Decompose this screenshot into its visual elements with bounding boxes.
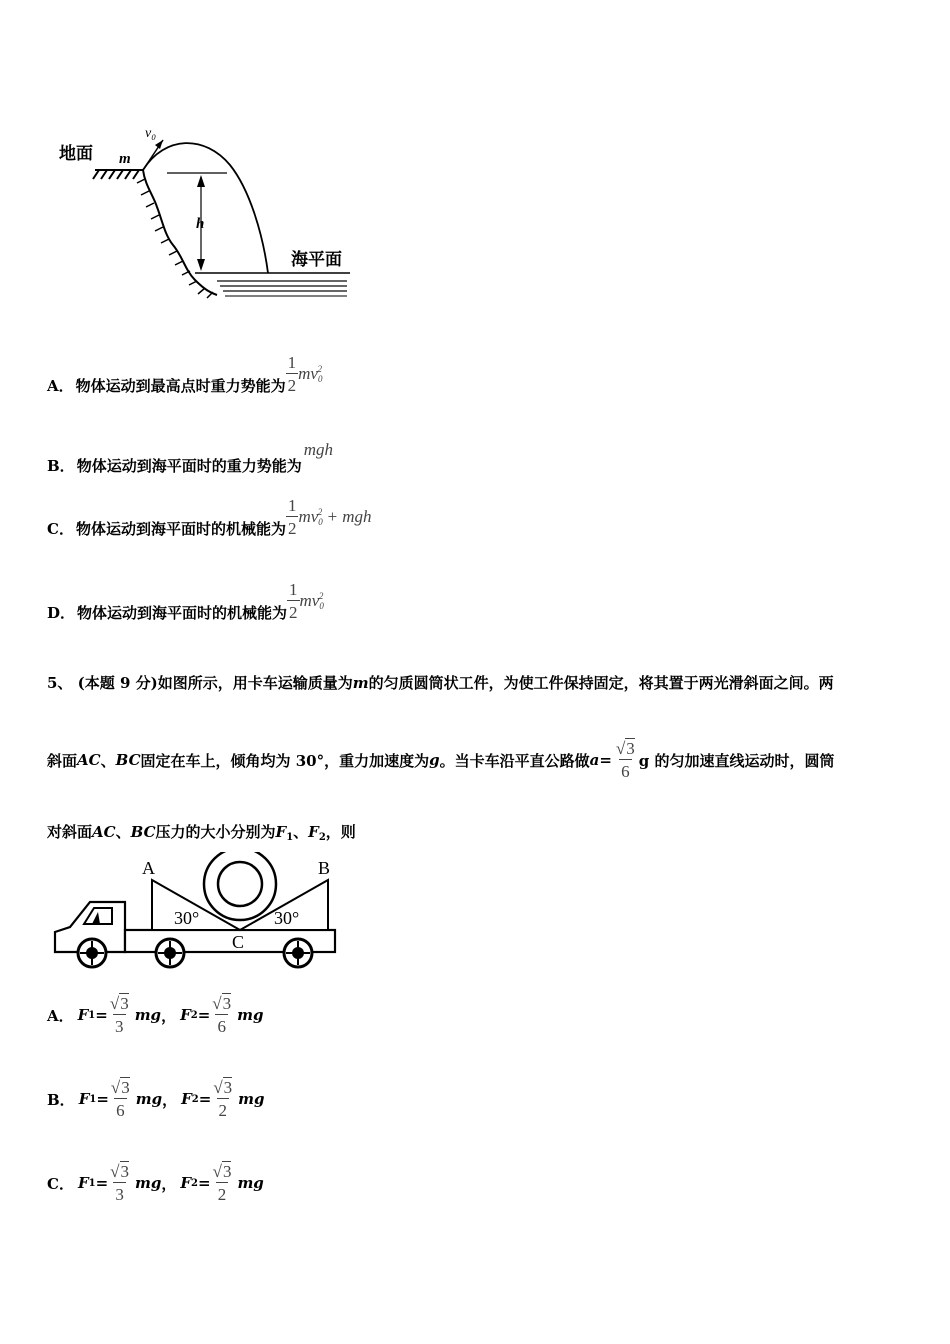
var-ac: AC bbox=[77, 751, 101, 769]
label-c: C bbox=[232, 932, 245, 952]
fraction-numerator: √3 bbox=[213, 1078, 233, 1097]
text: 5、 (本题 9 分)如图所示，用卡车运输质量为 bbox=[47, 674, 353, 692]
option-text: 物体运动到海平面时的重力势能为 bbox=[76, 456, 302, 475]
sea-dots bbox=[217, 280, 347, 297]
mass-label: m bbox=[119, 151, 131, 167]
wheel bbox=[78, 939, 106, 967]
fraction-denominator: 6 bbox=[215, 1014, 228, 1035]
option-letter: A． bbox=[47, 1006, 74, 1025]
comma: ， bbox=[161, 1174, 177, 1193]
option-letter: D． bbox=[47, 603, 76, 622]
var-f2: F bbox=[180, 1006, 191, 1024]
var-bc: BC bbox=[130, 823, 156, 841]
text: 。当卡车沿平直公路做 bbox=[439, 751, 590, 770]
subscript: 1 bbox=[89, 1093, 97, 1105]
var-f1: F bbox=[77, 1006, 89, 1024]
fraction bbox=[286, 497, 299, 537]
fraction-denominator: 6 bbox=[114, 1098, 127, 1119]
option-letter: C． bbox=[47, 1174, 74, 1193]
fraction-numerator: √3 bbox=[109, 994, 129, 1013]
cliff-projectile-figure bbox=[45, 95, 365, 340]
expr-superscript: 2 bbox=[317, 507, 323, 517]
expr-main: mv bbox=[298, 507, 319, 526]
var-a: a bbox=[589, 751, 600, 769]
fraction bbox=[286, 354, 299, 394]
fraction-denominator: 3 bbox=[113, 1014, 126, 1035]
fraction-denominator: 2 bbox=[216, 1182, 229, 1203]
text: g 的匀加速直线运动时，圆筒 bbox=[638, 751, 835, 770]
fraction bbox=[109, 1079, 132, 1119]
q5-option-b[interactable] bbox=[47, 1074, 265, 1124]
text: 固定在车上，倾角均为 30°，重力加速度为 bbox=[140, 751, 430, 770]
fraction bbox=[287, 581, 300, 621]
expr-subscript: 0 bbox=[317, 374, 323, 384]
fraction-numerator: √3 bbox=[212, 994, 232, 1013]
var-f1: F bbox=[275, 823, 287, 841]
expr-superscript: 2 bbox=[317, 364, 322, 374]
fraction-numerator: √3 bbox=[615, 739, 635, 758]
angle-left: 30° bbox=[174, 908, 200, 928]
angle-right: 30° bbox=[274, 908, 300, 928]
mg: mg bbox=[237, 1006, 264, 1024]
text: 、 bbox=[100, 751, 116, 770]
fraction bbox=[108, 995, 131, 1035]
q4-option-c[interactable] bbox=[47, 496, 372, 553]
expr-suffix: + mgh bbox=[322, 507, 372, 526]
sea-label: 海平面 bbox=[291, 250, 342, 270]
fraction bbox=[211, 1163, 234, 1203]
q5-stem-line2 bbox=[47, 735, 835, 785]
option-letter: C． bbox=[47, 519, 74, 538]
fraction-denominator: 2 bbox=[287, 600, 300, 621]
text: 对斜面 bbox=[47, 823, 93, 841]
ground-surface bbox=[93, 170, 143, 179]
q5-stem-line3 bbox=[47, 821, 356, 843]
wheel bbox=[284, 939, 312, 967]
fraction bbox=[211, 1079, 234, 1119]
equals: = bbox=[96, 1090, 109, 1108]
q4-option-b[interactable] bbox=[47, 440, 333, 490]
text: 压力的大小分别为 bbox=[155, 823, 276, 841]
fraction-numerator: 1 bbox=[287, 353, 297, 372]
fraction-numerator: √3 bbox=[212, 1162, 232, 1181]
equals: = bbox=[599, 751, 612, 769]
h-arrow-down bbox=[197, 259, 205, 271]
math-expression: mgh bbox=[303, 440, 333, 459]
q4-option-d[interactable] bbox=[47, 580, 324, 637]
truck-figure bbox=[50, 852, 345, 974]
equals: = bbox=[197, 1006, 211, 1024]
equals: = bbox=[198, 1090, 212, 1108]
mg: mg bbox=[134, 1006, 162, 1024]
fraction-numerator: √3 bbox=[110, 1162, 129, 1181]
fraction-denominator: 2 bbox=[286, 373, 299, 394]
v0-arrowhead bbox=[155, 140, 163, 149]
var-bc: BC bbox=[115, 751, 141, 769]
text: 的匀质圆筒状工件，为使工件保持固定，将其置于两光滑斜面之间。两 bbox=[368, 674, 834, 692]
option-text: 物体运动到海平面时的机械能为 bbox=[77, 603, 288, 622]
expr-subscript: 0 bbox=[319, 601, 324, 611]
comma: ， bbox=[161, 1006, 177, 1025]
subscript: 1 bbox=[88, 1009, 96, 1021]
q5-option-a[interactable] bbox=[47, 990, 264, 1040]
expr-superscript: 2 bbox=[318, 591, 324, 601]
var-f2: F bbox=[180, 1174, 192, 1192]
option-letter: B． bbox=[47, 1090, 75, 1109]
option-text: 物体运动到最高点时重力势能为 bbox=[75, 376, 286, 395]
text: 、 bbox=[293, 823, 309, 841]
text: ，则 bbox=[325, 823, 356, 841]
ground-label: 地面 bbox=[59, 144, 93, 164]
fraction-denominator: 6 bbox=[619, 759, 632, 780]
equals: = bbox=[95, 1174, 109, 1192]
q5-stem-line1 bbox=[47, 672, 834, 693]
subscript: 1 bbox=[88, 1177, 96, 1189]
cliff-hatching bbox=[137, 179, 213, 298]
option-letter: B． bbox=[47, 456, 75, 475]
h-arrow-up bbox=[197, 175, 205, 187]
q5-option-c[interactable] bbox=[47, 1158, 264, 1208]
fraction bbox=[614, 740, 637, 780]
var-f2: F bbox=[181, 1090, 192, 1108]
option-letter: A． bbox=[47, 376, 74, 395]
equals: = bbox=[198, 1174, 211, 1192]
subscript: 1 bbox=[286, 832, 294, 843]
cylinder-inner bbox=[218, 862, 262, 906]
var-f1: F bbox=[77, 1174, 89, 1192]
var-f1: F bbox=[78, 1090, 90, 1108]
q4-option-a[interactable] bbox=[47, 353, 323, 410]
expr-main: mv bbox=[298, 364, 318, 383]
expr-main: mv bbox=[299, 591, 320, 610]
math-expression bbox=[300, 591, 324, 611]
mg: mg bbox=[135, 1090, 163, 1108]
v0-label: v₀ bbox=[145, 126, 157, 141]
fraction-denominator: 2 bbox=[217, 1098, 230, 1119]
var-f2: F bbox=[308, 823, 319, 841]
label-b: B bbox=[318, 858, 331, 878]
expr-subscript: 0 bbox=[318, 517, 323, 527]
fraction bbox=[108, 1163, 131, 1203]
wheel bbox=[156, 939, 184, 967]
mg: mg bbox=[237, 1174, 264, 1192]
equals: = bbox=[95, 1006, 108, 1024]
text: 斜面 bbox=[47, 751, 78, 770]
subscript: 2 bbox=[190, 1009, 198, 1021]
subscript: 2 bbox=[191, 1177, 199, 1189]
var-m: m bbox=[352, 674, 369, 692]
subscript: 2 bbox=[318, 832, 326, 843]
mg: mg bbox=[238, 1090, 265, 1108]
cliff-face bbox=[143, 170, 217, 295]
trajectory bbox=[143, 143, 268, 273]
option-text: 物体运动到海平面时的机械能为 bbox=[75, 519, 286, 538]
label-a: A bbox=[142, 858, 155, 878]
comma: ， bbox=[162, 1090, 178, 1109]
subscript: 2 bbox=[191, 1093, 199, 1105]
fraction-denominator: 2 bbox=[286, 516, 299, 537]
fraction-numerator: 1 bbox=[287, 496, 297, 515]
var-ac: AC bbox=[92, 823, 116, 841]
fraction-numerator: 1 bbox=[289, 580, 298, 599]
fraction bbox=[210, 995, 233, 1035]
fraction-denominator: 3 bbox=[113, 1182, 126, 1203]
h-label: h bbox=[196, 216, 205, 232]
text: 、 bbox=[115, 823, 131, 841]
math-expression bbox=[298, 507, 371, 527]
math-expression bbox=[298, 364, 322, 384]
mg: mg bbox=[135, 1174, 162, 1192]
fraction-numerator: √3 bbox=[110, 1078, 130, 1097]
var-g: g bbox=[429, 751, 440, 769]
